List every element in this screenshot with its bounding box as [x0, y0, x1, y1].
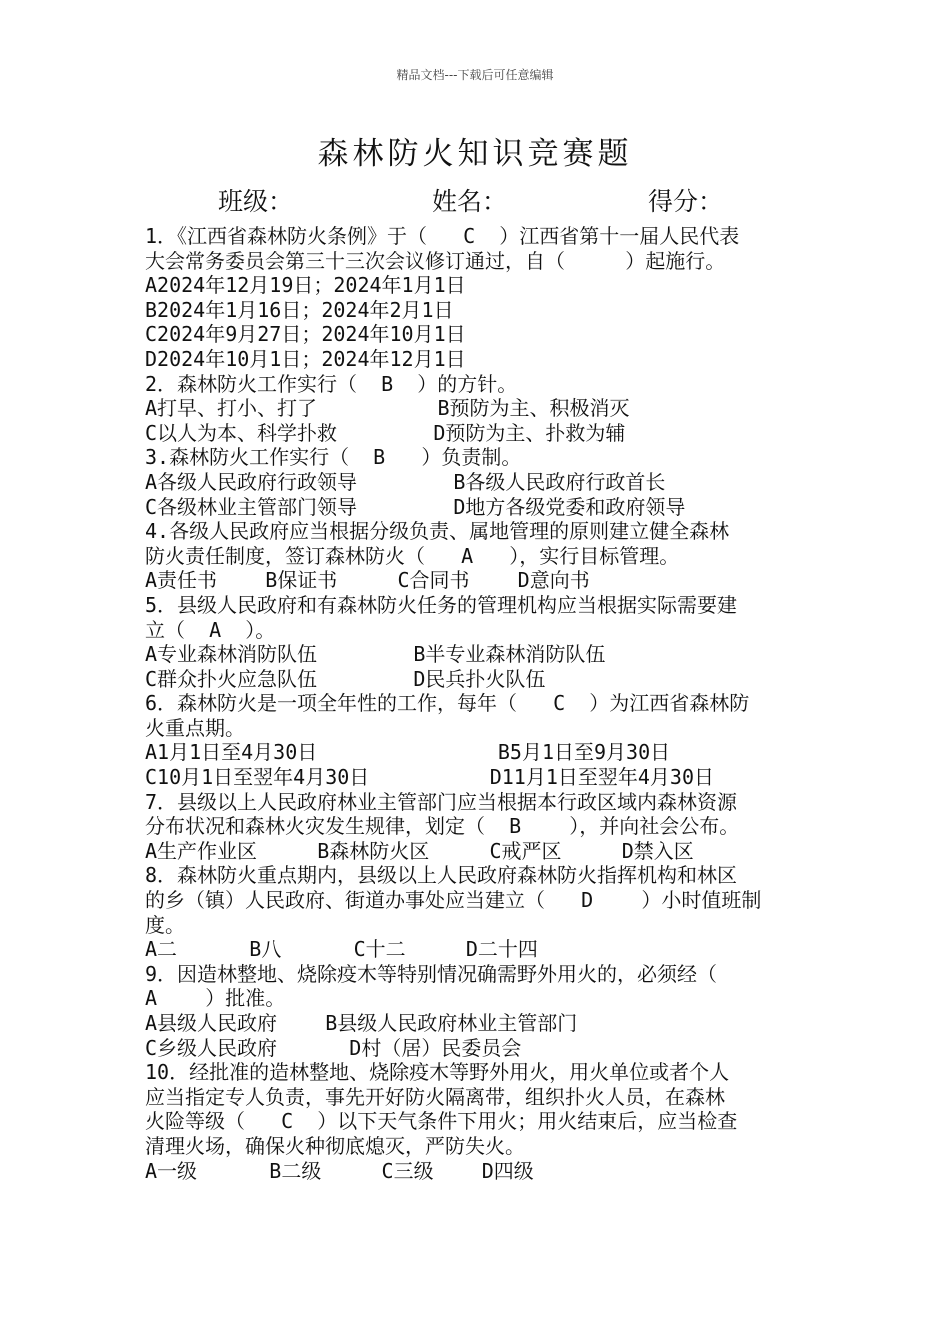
text-line: 清理火场，确保火种彻底熄灭，严防失火。 [145, 1133, 525, 1158]
text-line: 10．经批准的造林整地、烧除疫木等野外用火，用火单位或者个人 [145, 1060, 730, 1085]
info-row [0, 182, 950, 216]
name-label: 姓名： [432, 187, 508, 216]
text-line: 火险等级（ C ）以下天气条件下用火；用火结束后，应当检查 [145, 1109, 738, 1134]
question-body [145, 224, 810, 1183]
text-line: A专业森林消防队伍 B半专业森林消防队伍 [145, 642, 606, 667]
text-line: A打早、打小、打了 B预防为主、积极消灭 [145, 396, 630, 421]
text-line: C以人为本、科学扑救 D预防为主、扑救为辅 [145, 420, 626, 445]
text-line: A各级人民政府行政领导 B各级人民政府行政首长 [145, 469, 666, 494]
text-line: A二 B八 C十二 D二十四 [145, 937, 538, 962]
text-line: 火重点期。 [145, 715, 245, 740]
text-line: 立（ A ）。 [145, 617, 276, 642]
text-line: 度。 [145, 912, 185, 937]
text-line: C10月1日至翌年4月30日 D11月1日至翌年4月30日 [145, 765, 714, 790]
text-line: C乡级人民政府 D村（居）民委员会 [145, 1035, 522, 1060]
text-line: A一级 B二级 C三级 D四级 [145, 1158, 534, 1183]
text-line: 1．《江西省森林防火条例》于（ C ）江西省第十一届人民代表 [145, 224, 740, 248]
text-line: C群众扑火应急队伍 D民兵扑火队伍 [145, 666, 546, 691]
page-title: 森林防火知识竞赛题 [317, 136, 633, 172]
text-line: A县级人民政府 B县级人民政府林业主管部门 [145, 1011, 578, 1035]
text-line: A ）批准。 [145, 986, 286, 1011]
text-line: 5．县级人民政府和有森林防火任务的管理机构应当根据实际需要建 [145, 592, 738, 617]
text-line: D2024年10月1日；2024年12月1日 [145, 346, 466, 371]
text-line: A2024年12月19日；2024年1月1日 [145, 273, 466, 298]
text-line: 9．因造林整地、烧除疫木等特别情况确需野外用火的，必须经（ [145, 961, 718, 986]
text-line: 大会常务委员会第三十三次会议修订通过，自（ ）起施行。 [145, 248, 726, 273]
text-line: A责任书 B保证书 C合同书 D意向书 [145, 568, 590, 593]
text-line: 应当指定专人负责，事先开好防火隔离带，组织扑火人员，在森林 [145, 1084, 725, 1109]
text-line: 分布状况和森林火灾发生规律，划定（ B ），并向社会公布。 [145, 814, 740, 839]
text-line: 6．森林防火是一项全年性的工作，每年（ C ）为江西省森林防 [145, 691, 750, 716]
score-label: 得分： [648, 187, 724, 216]
text-line: 4.各级人民政府应当根据分级负责、属地管理的原则建立健全森林 [145, 519, 730, 544]
text-line: 7．县级以上人民政府林业主管部门应当根据本行政区域内森林资源 [145, 789, 738, 814]
text-line: 3.森林防火工作实行（ B ）负责制。 [145, 445, 522, 470]
text-line: 的乡（镇）人民政府、街道办事处应当建立（ D ）小时值班制 [145, 888, 762, 913]
header-note: 精品文档---下载后可任意编辑 [396, 68, 554, 82]
text-line: 防火责任制度，签订森林防火（ A ），实行目标管理。 [145, 543, 680, 568]
text-line: A生产作业区 B森林防火区 C戒严区 D禁入区 [145, 838, 694, 863]
class-label: 班级： [218, 187, 294, 216]
text-line: B2024年1月16日；2024年2月1日 [145, 297, 454, 322]
text-line: 2．森林防火工作实行（ B ）的方针。 [145, 371, 518, 396]
text-line: 8．森林防火重点期内，县级以上人民政府森林防火指挥机构和林区 [145, 863, 738, 888]
text-line: C2024年9月27日；2024年10月1日 [145, 322, 466, 347]
text-line: A1月1日至4月30日 B5月1日至9月30日 [145, 740, 671, 765]
text-line: C各级林业主管部门领导 D地方各级党委和政府领导 [145, 494, 686, 519]
